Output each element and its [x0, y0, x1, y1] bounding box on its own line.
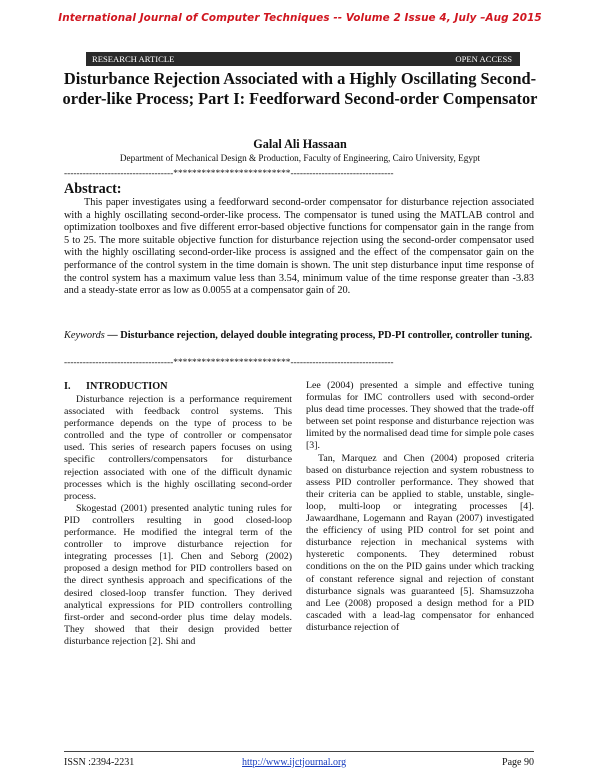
paper-title: Disturbance Rejection Associated with a Highly Oscillating Second-order-like Process; Part I: Feedforward Second-order Compensator: [62, 69, 538, 108]
section-heading: [64, 380, 292, 393]
open-access-label: OPEN ACCESS: [455, 54, 512, 64]
keywords: [64, 330, 534, 342]
right-column: [306, 380, 534, 634]
abstract-text: This paper investigates using a feedforward second-order compensator for disturbance rejection associated with a highly oscillating second-order-like process. The compensator is tuned using the MATLAB control and optimization toolboxes and five different error-based objective functions for compensator gain in the range from 5 to 25. The more suitable objective function for disturbance rejection using the second-order compensator used with the highly oscillating second-order-like process is assigned and the effect of the compensator gain on the performance of the control system in the time domain is shown. The unit step disturbance input time response of the control system has a maximum value less than 3.54, minimum value of the time response greater than -3.83 and a steady-state error as low as 0.0055 at a compensator gain of 20.: [64, 197, 534, 297]
keywords-text: — Disturbance rejection, delayed double integrating process, PD-PI controller, controller tuning.: [107, 330, 533, 341]
intro-paragraph-3: Lee (2004) presented a simple and effective tuning formulas for IMC controllers used with second-order plus dead time processes. They showed that the trade-off between set point response and disturbance rejection was limited by the normalised dead time for simple pole cases [3].: [306, 380, 534, 452]
page-footer: [64, 757, 534, 771]
article-type-bar: [86, 52, 520, 66]
keywords-label: Keywords: [64, 330, 105, 341]
article-type-label: RESEARCH ARTICLE: [92, 54, 175, 64]
intro-paragraph-4: Tan, Marquez and Chen (2004) proposed criteria based on disturbance rejection and system robustness to assess PID controller performance. They showed that their criteria can be applied to stable, unstable, single-loop, multi-loop or integrating processes [4]. Jawaardhane, Logemann and Rayan (2007) investigated the efficiency of using PID control for set point and disturbance rejection in mechanical systems with hysteretic components. They determined robust conditions on the on the PID gains under which tracking of constant reference signal and rejection of constant disturbance signals was guaranteed [5]. Shamsuzzoha and Lee (2008) proposed a design method for a PID cascaded with a lead-lag compensator for enhanced disturbance rejection of: [306, 452, 534, 633]
section-title: INTRODUCTION: [86, 381, 168, 392]
page-number: Page 90: [502, 757, 534, 768]
abstract-heading: Abstract:: [64, 181, 122, 197]
left-column: [64, 380, 292, 648]
journal-link[interactable]: http://www.ijctjournal.org: [242, 757, 347, 768]
separator-top: -----------------------------------*************************---------------------------------: [64, 169, 394, 179]
author-affiliation: Department of Mechanical Design & Production, Faculty of Engineering, Cairo University, Egypt: [119, 153, 481, 163]
intro-paragraph-1: Disturbance rejection is a performance requirement associated with feedback control systems. This performance depends on the type of process to be controlled and the type of controller or compensator used. This series of research papers focuses on using specific controllers/compensators for disturbance rejection associated with one of the difficult dynamic processes which is the highly oscillating second-order process.: [64, 394, 292, 502]
footer-rule: [64, 751, 534, 752]
footer-issn: ISSN :2394-2231: [64, 757, 135, 768]
section-number: I.: [64, 381, 71, 392]
separator-bottom: -----------------------------------*************************---------------------------------: [64, 358, 394, 368]
journal-header: International Journal of Computer Techniques -- Volume 2 Issue 4, July –Aug 2015: [58, 12, 542, 24]
author-name: Galal Ali Hassaan: [253, 137, 347, 151]
intro-paragraph-2: Skogestad (2001) presented analytic tuning rules for PID controllers resulting in good closed-loop performance. He modified the integral term of the controller to improve disturbance rejection for integrating processes [1]. Chen and Seborg (2002) proposed a design method for PID controllers based on the direct synthesis approach and specifications of the desired closed-loop transfer function. They derived analytical expressions for PID controllers controlling first-order and second-order plus time delay models. They showed that their design provided better disturbance rejection [2]. Shi and: [64, 502, 292, 647]
